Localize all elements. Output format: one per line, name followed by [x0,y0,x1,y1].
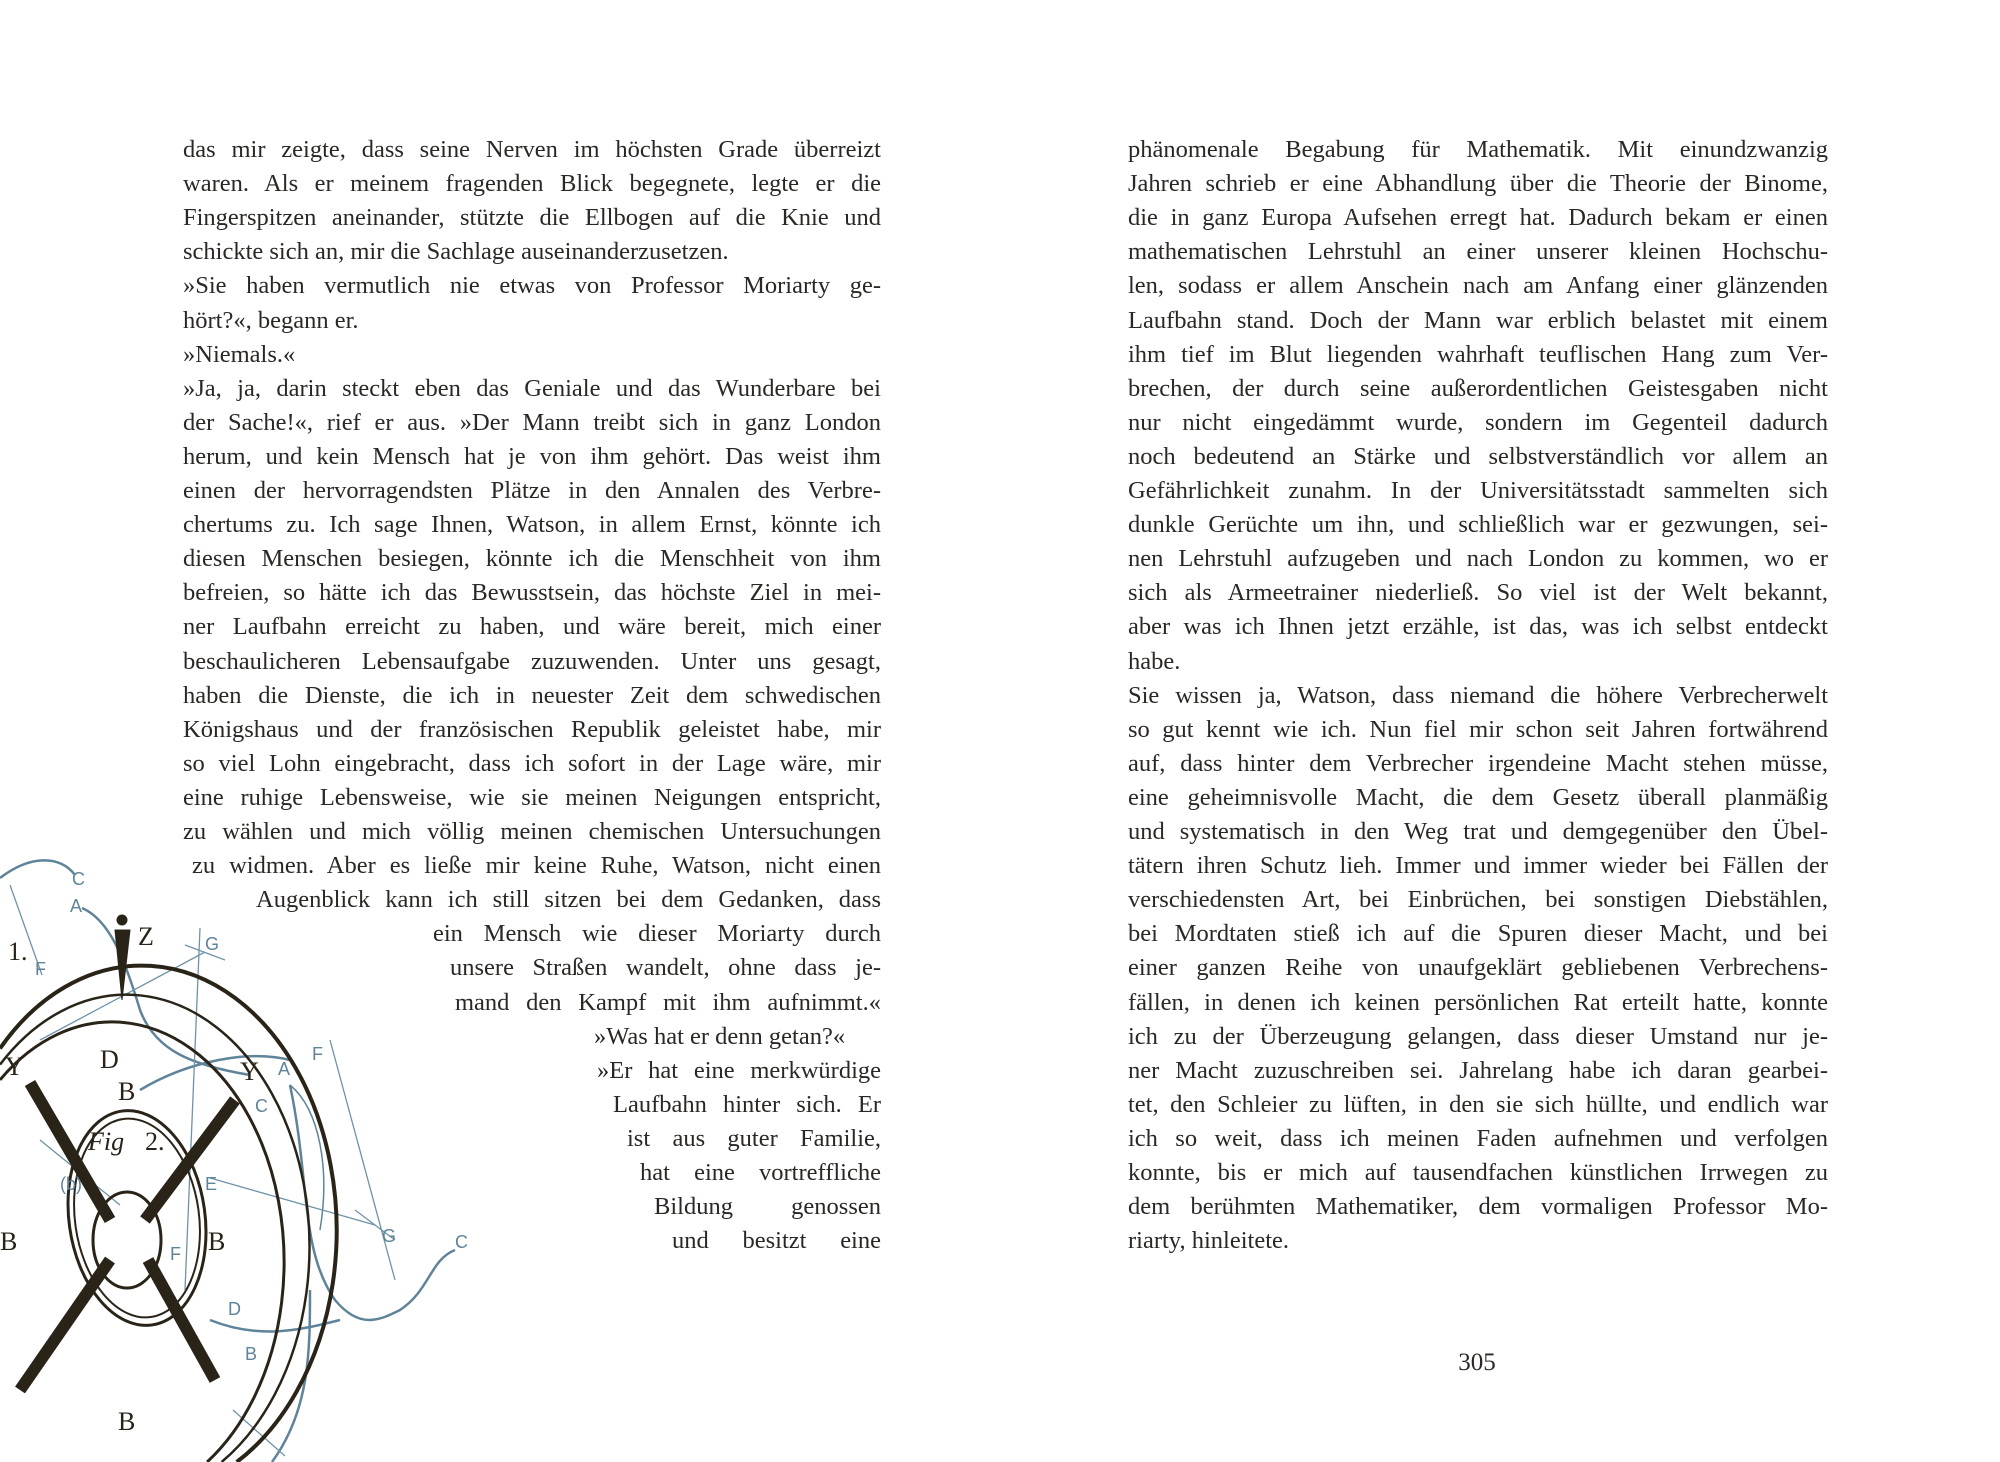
label-y2: Y [240,1057,259,1086]
text-line: len, sodass er allem Anschein nach am Anfang einer glänzenden [1128,272,1828,300]
text-line: einer ganzen Reihe von unaufgeklärt gebliebenen Verbrechens- [1128,954,1828,982]
text-line: Königshaus und der französischen Republik geleistet habe, mir [183,715,881,743]
svg-text:F: F [312,1044,323,1064]
text-line: so viel Lohn eingebracht, dass ich sofort in der Lage wäre, mir [183,749,881,777]
text-line: chertums zu. Ich sage Ihnen, Watson, in allem Ernst, könnte ich [183,511,881,539]
text-line: »Was hat er denn getan?« [594,1022,846,1050]
svg-text:F: F [170,1244,181,1264]
text-line: mand den Kampf mit ihm aufnimmt.« [455,988,881,1016]
text-line: Sie wissen ja, Watson, dass niemand die höhere Verbrecherwelt [1128,681,1828,709]
text-line: ihm tief im Blut liegenden wahrhaft teuflischen Hang zum Ver- [1128,340,1828,368]
text-line: zu widmen. Aber es ließe mir keine Ruhe, Watson, nicht einen [192,852,881,880]
svg-text:G: G [382,1226,397,1246]
text-line: ich zu der Überzeugung gelangen, dass dieser Umstand nur je- [1128,1022,1828,1050]
text-line: der Sache!«, rief er aus. »Der Mann treibt sich in ganz London [183,408,881,436]
text-line: bei Mordtaten stieß ich auf die Spuren dieser Macht, und bei [1128,920,1828,948]
outer-rim [0,966,337,1462]
label-z: Z [138,922,154,951]
label-fig: Fig [88,1127,125,1156]
construction-lines [0,860,455,1462]
svg-text:E: E [205,1174,218,1194]
text-line: so gut kennt wie ich. Nun fiel mir schon seit Jahren fortwährend [1128,715,1828,743]
label-b: B [118,1077,136,1106]
text-line: die in ganz Europa Aufsehen erregt hat. Dadurch bekam er einen [1128,204,1828,232]
svg-text:F: F [35,959,46,979]
text-line: einen der hervorragendsten Plätze in den Annalen des Verbre- [183,477,881,504]
compass-wheel [0,915,337,1462]
text-line: das mir zeigte, dass seine Nerven im höchsten Grade überreizt [183,136,881,163]
svg-text:C: C [255,1096,268,1116]
text-line: eine geheimnisvolle Macht, die dem Gesetz überall planmäßig [1128,783,1828,811]
text-line: dem berühmten Mathematiker, dem vormaligen Professor Mo- [1128,1193,1828,1221]
text-line: verschiedensten Art, bei Einbrüchen, bei sonstigen Diebstählen, [1128,886,1828,914]
text-line: konnte, bis er mich auf tausendfachen künstlichen Irrwegen zu [1128,1159,1828,1186]
text-line: auf, dass hinter dem Verbrecher irgendeine Macht stehen müsse, [1128,749,1828,777]
label-2: 2. [145,1127,165,1156]
page-number: 305 [1458,1349,1496,1376]
text-line: »Ja, ja, darin steckt eben das Geniale und das Wunderbare bei [183,374,881,402]
text-line: sich als Armeetrainer niederließ. So viel ist der Welt bekannt, [1128,579,1828,607]
right-page [1000,0,2000,1462]
text-line: aber was ich Ihnen jetzt erzähle, ist das, was ich selbst entdeckt [1128,613,1828,641]
label-b-bottom: B [118,1407,136,1436]
svg-text:(b): (b) [60,1174,82,1194]
svg-text:A: A [278,1059,291,1079]
text-line: »Er hat eine merkwürdige [597,1056,881,1084]
text-line: riarty, hinleitete. [1128,1227,1289,1255]
construction-arc [290,1085,455,1320]
text-line: ein Mensch wie dieser Moriarty durch [433,920,881,948]
text-line: eine ruhige Lebensweise, wie sie meinen Neigungen entspricht, [183,783,881,811]
text-line: schickte sich an, mir die Sachlage auseinanderzusetzen. [183,238,729,266]
text-line: mathematischen Lehrstuhl an einer unserer kleinen Hochschu- [1128,238,1828,266]
text-line: ich so weit, dass ich meinen Faden aufnehmen und verfolgen [1128,1124,1828,1152]
label-d: D [100,1045,119,1074]
text-line: haben die Dienste, die ich in neuester Zeit dem schwedischen [183,681,881,709]
svg-text:C: C [72,869,85,889]
text-line: »Sie haben vermutlich nie etwas von Professor Moriarty ge- [183,272,881,300]
text-line: noch bedeutend an Stärke und selbstverständlich vor allem an [1128,442,1828,470]
text-line: Jahren schrieb er eine Abhandlung über die Theorie der Binome, [1128,170,1828,198]
text-line: Bildung genossen [654,1193,881,1221]
svg-text:G: G [205,934,220,954]
text-line: phänomenale Begabung für Mathematik. Mit einundzwanzig [1128,136,1828,163]
svg-text:A: A [70,896,83,916]
text-line: tätern ihren Schutz lieh. Immer und immer wieder bei Fällen der [1128,852,1828,880]
label-1: 1. [8,937,28,966]
label-b-left: B [0,1227,18,1256]
text-line: ist aus guter Familie, [627,1124,881,1152]
text-line: befreien, so hätte ich das Bewusstsein, das höchste Ziel in mei- [183,579,881,607]
text-line: ner Laufbahn erreicht zu haben, und wäre bereit, mich einer [183,613,881,641]
text-line: diesen Menschen besiegen, könnte ich die Menschheit von ihm [183,545,881,573]
text-line: hat eine vortreffliche [640,1159,881,1186]
text-line: brechen, der durch seine außerordentlichen Geistesgaben nicht [1128,374,1828,402]
construction-arc [0,860,75,878]
text-line: dunkle Gerüchte um ihn, und schließlich war er gezwungen, sei- [1128,511,1828,539]
text-line: nur nicht eingedämmt wurde, sondern im Gegenteil dadurch [1128,408,1828,436]
text-line: hört?«, begann er. [183,306,359,334]
text-line: tet, den Schleier zu lüften, in den sie sich hüllte, und endlich war [1128,1090,1828,1118]
text-line: ner Macht zuzuschreiben sei. Jahrelang habe ich daran gearbei- [1128,1056,1828,1084]
text-line: nen Lehrstuhl aufzugeben und nach London zu kommen, wo er [1128,545,1828,573]
svg-text:C: C [455,1232,468,1252]
text-line: und besitzt eine [672,1227,881,1255]
text-line: Fingerspitzen aneinander, stützte die Ellbogen auf die Knie und [183,204,881,232]
svg-text:B: B [245,1344,258,1364]
label-y: Y [5,1052,24,1081]
text-line: Laufbahn stand. Doch der Mann war erblich belastet mit einem [1128,306,1828,334]
text-line: herum, und kein Mensch hat je von ihm gehört. Das weist ihm [183,442,881,470]
label-b-right: B [208,1227,226,1256]
text-line: zu wählen und mich völlig meinen chemischen Untersuchungen [183,818,881,845]
text-line: Laufbahn hinter sich. Er [613,1090,881,1118]
construction-thin-lines [10,885,395,1456]
text-line: »Niemals.« [183,340,296,368]
text-line: beschaulicheren Lebensaufgabe zuzuwenden. Unter uns gesagt, [183,647,881,675]
text-line: habe. [1128,647,1181,675]
svg-text:D: D [228,1299,241,1319]
middle-rim [0,995,309,1462]
text-line: und systematisch in den Weg trat und demgegenüber den Übel- [1128,818,1828,845]
text-line: waren. Als er meinem fragenden Blick begegnete, legte er die [183,170,881,198]
text-line: Augenblick kann ich still sitzen bei dem Gedanken, dass [256,886,881,914]
text-line: unsere Straßen wandelt, ohne dass je- [450,954,881,982]
text-line: Gefährlichkeit zunahm. In der Universitätsstadt sammelten sich [1128,477,1828,504]
text-line: fällen, in denen ich keinen persönlichen Rat erteilt hatte, konnte [1128,988,1828,1016]
